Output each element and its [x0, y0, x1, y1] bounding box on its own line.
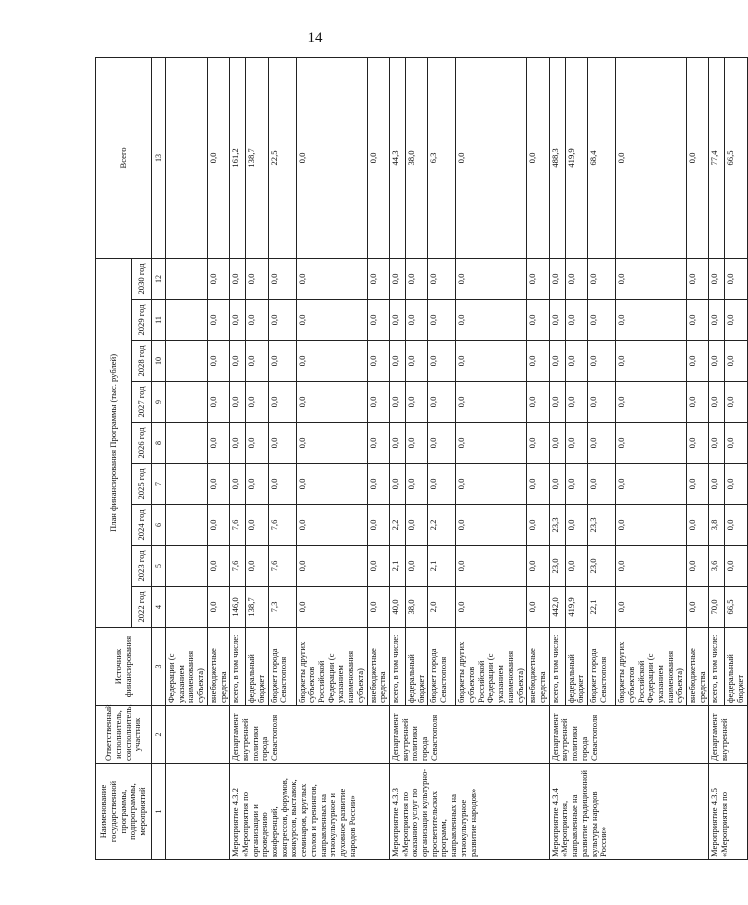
year-value: 0,0	[405, 300, 427, 341]
column-number: 11	[152, 300, 166, 341]
table-row	[709, 57, 725, 859]
year-value: 0,0	[588, 341, 616, 382]
year-value: 0,0	[367, 300, 389, 341]
year-value: 0,0	[725, 300, 747, 341]
column-number: 1	[152, 764, 166, 860]
year-value: 0,0	[687, 300, 709, 341]
year-value: 0,0	[616, 464, 687, 505]
year-value: 0,0	[616, 587, 687, 628]
funding-source: внебюджетные средства	[207, 628, 229, 706]
year-value: 0,0	[565, 423, 587, 464]
funding-source: федеральный бюджет	[246, 628, 268, 706]
year-value: 0,0	[456, 505, 527, 546]
year-value: 0,0	[565, 258, 587, 299]
funding-source: внебюджетные средства	[367, 628, 389, 706]
year-value: 0,0	[616, 258, 687, 299]
year-value: 23,3	[549, 505, 565, 546]
funding-source: федеральный бюджет	[725, 628, 747, 706]
year-value: 0,0	[246, 258, 268, 299]
year-value: 0,0	[428, 341, 456, 382]
funding-source: бюджеты других субъектов Российской Федерации (с указанием наименования субъекта)	[456, 628, 527, 706]
table-row	[549, 57, 565, 859]
column-number: 2	[152, 706, 166, 764]
total-value: 0,0	[296, 57, 367, 258]
year-value: 0,0	[456, 587, 527, 628]
year-value: 0,0	[549, 258, 565, 299]
column-number: 4	[152, 587, 166, 628]
year-value: 3,8	[709, 505, 725, 546]
year-value: 0,0	[230, 382, 246, 423]
year-value: 0,0	[246, 341, 268, 382]
year-value: 419,9	[565, 587, 587, 628]
year-value: 0,0	[389, 382, 405, 423]
year-value: 40,0	[389, 587, 405, 628]
year-value: 0,0	[725, 546, 747, 587]
year-value: 0,0	[549, 464, 565, 505]
year-value: 0,0	[428, 300, 456, 341]
year-value: 70,0	[709, 587, 725, 628]
year-value: 0,0	[367, 423, 389, 464]
header-year: 2030 год	[132, 258, 152, 299]
year-value: 0,0	[527, 587, 549, 628]
year-value: 0,0	[588, 423, 616, 464]
header-year: 2023 год	[132, 546, 152, 587]
year-value: 0,0	[616, 505, 687, 546]
total-value	[166, 57, 208, 258]
year-value: 0,0	[456, 382, 527, 423]
year-value: 0,0	[709, 258, 725, 299]
table-row	[389, 57, 405, 859]
year-value: 0,0	[296, 382, 367, 423]
year-value: 0,0	[268, 464, 296, 505]
year-value: 0,0	[405, 382, 427, 423]
year-value: 0,0	[230, 464, 246, 505]
year-value: 0,0	[456, 423, 527, 464]
year-value: 0,0	[565, 505, 587, 546]
year-value: 38,0	[405, 587, 427, 628]
year-value: 0,0	[616, 423, 687, 464]
year-value: 0,0	[565, 464, 587, 505]
year-value: 0,0	[268, 341, 296, 382]
year-value: 0,0	[268, 258, 296, 299]
year-value: 0,0	[296, 300, 367, 341]
year-value: 0,0	[389, 423, 405, 464]
year-value: 0,0	[549, 382, 565, 423]
total-value: 44,3	[389, 57, 405, 258]
year-value	[166, 546, 208, 587]
year-value: 0,0	[565, 382, 587, 423]
total-value: 0,0	[456, 57, 527, 258]
year-value: 0,0	[207, 464, 229, 505]
year-value	[166, 423, 208, 464]
year-value: 0,0	[230, 258, 246, 299]
year-value: 2,2	[389, 505, 405, 546]
column-number: 6	[152, 505, 166, 546]
year-value: 0,0	[527, 423, 549, 464]
year-value: 0,0	[456, 546, 527, 587]
year-value	[166, 341, 208, 382]
year-value: 0,0	[405, 258, 427, 299]
year-value: 0,0	[428, 258, 456, 299]
page-number: 14	[307, 30, 323, 46]
year-value: 0,0	[230, 300, 246, 341]
funding-source: бюджет города Севастополя	[588, 628, 616, 706]
year-value: 0,0	[367, 382, 389, 423]
year-value: 0,0	[588, 382, 616, 423]
funding-source: федеральный бюджет	[405, 628, 427, 706]
event-executor: Департамент внутренней	[709, 706, 747, 764]
year-value: 0,0	[616, 341, 687, 382]
year-value: 0,0	[246, 423, 268, 464]
year-value: 23,0	[549, 546, 565, 587]
header-plan: План финансирования Программы (тыс. рублей)	[96, 258, 132, 627]
column-number: 9	[152, 382, 166, 423]
year-value: 0,0	[725, 258, 747, 299]
year-value: 7,6	[230, 505, 246, 546]
year-value	[166, 464, 208, 505]
year-value: 0,0	[207, 505, 229, 546]
year-value: 0,0	[230, 341, 246, 382]
header-total: Всего	[96, 57, 152, 258]
year-value: 138,7	[246, 587, 268, 628]
year-value: 0,0	[296, 341, 367, 382]
funding-source: бюджет города Севастополя	[268, 628, 296, 706]
total-value: 0,0	[687, 57, 709, 258]
year-value: 0,0	[296, 505, 367, 546]
year-value: 0,0	[549, 341, 565, 382]
year-value: 0,0	[687, 546, 709, 587]
year-value: 22,1	[588, 587, 616, 628]
year-value: 0,0	[246, 300, 268, 341]
year-value: 0,0	[405, 341, 427, 382]
year-value: 0,0	[246, 546, 268, 587]
total-value: 38,0	[405, 57, 427, 258]
year-value: 0,0	[428, 382, 456, 423]
total-value: 22,5	[268, 57, 296, 258]
year-value: 0,0	[207, 587, 229, 628]
total-value: 0,0	[527, 57, 549, 258]
funding-source: бюджеты других субъектов Российской Федерации (с указанием наименования субъекта)	[616, 628, 687, 706]
header-year: 2024 год	[132, 505, 152, 546]
table-row	[230, 57, 246, 859]
year-value: 0,0	[296, 464, 367, 505]
year-value: 0,0	[428, 423, 456, 464]
year-value: 0,0	[296, 587, 367, 628]
year-value: 0,0	[268, 382, 296, 423]
year-value: 0,0	[709, 464, 725, 505]
year-value: 0,0	[268, 423, 296, 464]
funding-source: федеральный бюджет	[565, 628, 587, 706]
year-value: 0,0	[527, 546, 549, 587]
year-value: 0,0	[246, 382, 268, 423]
year-value: 146,0	[230, 587, 246, 628]
year-value: 0,0	[367, 258, 389, 299]
year-value: 0,0	[268, 300, 296, 341]
year-value: 0,0	[367, 464, 389, 505]
header-source: Источник финансирования	[96, 628, 152, 706]
year-value	[166, 382, 208, 423]
year-value: 0,0	[709, 382, 725, 423]
funding-source: всего, в том числе:	[709, 628, 725, 706]
year-value: 7,6	[268, 505, 296, 546]
year-value: 0,0	[296, 258, 367, 299]
total-value: 419,9	[565, 57, 587, 258]
year-value: 0,0	[405, 505, 427, 546]
year-value: 0,0	[687, 587, 709, 628]
year-value: 442,0	[549, 587, 565, 628]
year-value: 0,0	[527, 341, 549, 382]
year-value	[166, 258, 208, 299]
total-value: 161,2	[230, 57, 246, 258]
funding-source: всего, в том числе:	[549, 628, 565, 706]
year-value: 23,3	[588, 505, 616, 546]
year-value: 0,0	[456, 300, 527, 341]
header-year: 2022 год	[132, 587, 152, 628]
year-value: 0,0	[616, 546, 687, 587]
year-value: 7,6	[230, 546, 246, 587]
event-executor	[166, 706, 230, 764]
year-value: 0,0	[588, 300, 616, 341]
year-value: 0,0	[367, 341, 389, 382]
year-value: 3,6	[709, 546, 725, 587]
year-value: 0,0	[456, 341, 527, 382]
header-year: 2028 год	[132, 341, 152, 382]
column-number: 10	[152, 341, 166, 382]
year-value: 0,0	[687, 341, 709, 382]
year-value: 0,0	[456, 258, 527, 299]
total-value: 138,7	[246, 57, 268, 258]
year-value: 2,0	[428, 587, 456, 628]
column-number: 7	[152, 464, 166, 505]
year-value: 0,0	[725, 382, 747, 423]
total-value: 68,4	[588, 57, 616, 258]
funding-source: внебюджетные средства	[527, 628, 549, 706]
total-value: 66,5	[725, 57, 747, 258]
year-value: 0,0	[527, 464, 549, 505]
year-value: 0,0	[207, 546, 229, 587]
total-value: 0,0	[207, 57, 229, 258]
column-number: 12	[152, 258, 166, 299]
year-value: 0,0	[207, 300, 229, 341]
event-name: Мероприятие 4.3.3 «Мероприятия по оказанию услуг по организации культурно-просветительских программ, направленных на этнокультурное развитие народов»	[389, 764, 549, 860]
year-value: 0,0	[207, 382, 229, 423]
year-value: 0,0	[588, 464, 616, 505]
year-value: 0,0	[725, 341, 747, 382]
year-value: 0,0	[687, 505, 709, 546]
year-value: 0,0	[207, 423, 229, 464]
year-value	[166, 505, 208, 546]
year-value: 0,0	[565, 546, 587, 587]
year-value: 0,0	[616, 300, 687, 341]
event-name: Мероприятие 4.3.4 «Мероприятия, направленные на развитие традиционной культуры народов России»	[549, 764, 709, 860]
financing-table	[95, 57, 748, 860]
year-value: 0,0	[709, 341, 725, 382]
year-value: 7,6	[268, 546, 296, 587]
funding-source: бюджеты других субъектов Российской Федерации (с указанием наименования субъекта)	[296, 628, 367, 706]
total-value: 0,0	[367, 57, 389, 258]
total-value: 6,3	[428, 57, 456, 258]
year-value: 0,0	[296, 546, 367, 587]
year-value: 0,0	[428, 464, 456, 505]
header-year: 2027 год	[132, 382, 152, 423]
rotated-table-container	[95, 60, 746, 860]
funding-source: бюджет города Севастополя	[428, 628, 456, 706]
funding-source: всего, в том числе:	[389, 628, 405, 706]
event-name	[166, 764, 230, 860]
year-value: 2,1	[389, 546, 405, 587]
header-name: Наименование государственной программы, подпрограммы, мероприятий	[96, 764, 152, 860]
year-value: 0,0	[367, 587, 389, 628]
year-value: 0,0	[405, 546, 427, 587]
year-value: 0,0	[725, 423, 747, 464]
year-value: 0,0	[207, 341, 229, 382]
year-value: 0,0	[527, 505, 549, 546]
year-value: 0,0	[687, 423, 709, 464]
year-value: 0,0	[230, 423, 246, 464]
total-value: 0,0	[616, 57, 687, 258]
year-value: 0,0	[687, 382, 709, 423]
column-number: 13	[152, 57, 166, 258]
year-value: 0,0	[389, 300, 405, 341]
year-value: 0,0	[588, 258, 616, 299]
header-year: 2029 год	[132, 300, 152, 341]
year-value: 0,0	[296, 423, 367, 464]
year-value: 0,0	[565, 341, 587, 382]
event-executor: Департамент внутренней политики города Севастополя	[230, 706, 390, 764]
event-executor: Департамент внутренней политики города Севастополя	[389, 706, 549, 764]
event-name: Мероприятие 4.3.5 «Мероприятия по	[709, 764, 747, 860]
event-executor: Департамент внутренней политики города Севастополя	[549, 706, 709, 764]
year-value: 0,0	[527, 382, 549, 423]
header-executor: Ответственный исполнитель, соисполнитель, участник	[96, 706, 152, 764]
year-value: 0,0	[687, 464, 709, 505]
year-value: 0,0	[456, 464, 527, 505]
table-row	[166, 57, 208, 859]
year-value: 2,2	[428, 505, 456, 546]
year-value	[166, 300, 208, 341]
total-value: 488,3	[549, 57, 565, 258]
year-value: 0,0	[207, 258, 229, 299]
year-value: 0,0	[367, 505, 389, 546]
year-value: 0,0	[367, 546, 389, 587]
year-value: 0,0	[389, 258, 405, 299]
year-value: 0,0	[527, 258, 549, 299]
year-value: 0,0	[709, 300, 725, 341]
funding-source: Федерации (с указанием наименования субъекта)	[166, 628, 208, 706]
year-value: 2,1	[428, 546, 456, 587]
column-number: 8	[152, 423, 166, 464]
total-value: 77,4	[709, 57, 725, 258]
year-value: 0,0	[405, 423, 427, 464]
year-value: 0,0	[687, 258, 709, 299]
column-number: 5	[152, 546, 166, 587]
year-value: 0,0	[389, 341, 405, 382]
year-value: 0,0	[725, 464, 747, 505]
year-value: 0,0	[616, 382, 687, 423]
year-value: 0,0	[246, 464, 268, 505]
event-name: Мероприятие 4.3.2 «Мероприятия по организации и проведению конференций, конгрессов, форумов, конкурсов, выставок, семинаров, круглых столов и тренингов, направленных на этнокультурное и духовное развитие народов России»	[230, 764, 390, 860]
year-value: 0,0	[565, 300, 587, 341]
year-value: 66,5	[725, 587, 747, 628]
year-value: 7,3	[268, 587, 296, 628]
year-value: 0,0	[405, 464, 427, 505]
year-value: 0,0	[527, 300, 549, 341]
year-value: 0,0	[549, 423, 565, 464]
funding-source: внебюджетные средства	[687, 628, 709, 706]
year-value: 0,0	[709, 423, 725, 464]
column-number: 3	[152, 628, 166, 706]
year-value: 0,0	[389, 464, 405, 505]
year-value: 23,0	[588, 546, 616, 587]
year-value: 0,0	[246, 505, 268, 546]
year-value	[166, 587, 208, 628]
header-year: 2026 год	[132, 423, 152, 464]
year-value: 0,0	[725, 505, 747, 546]
year-value: 0,0	[549, 300, 565, 341]
header-year: 2025 год	[132, 464, 152, 505]
funding-source: всего, в том числе:	[230, 628, 246, 706]
